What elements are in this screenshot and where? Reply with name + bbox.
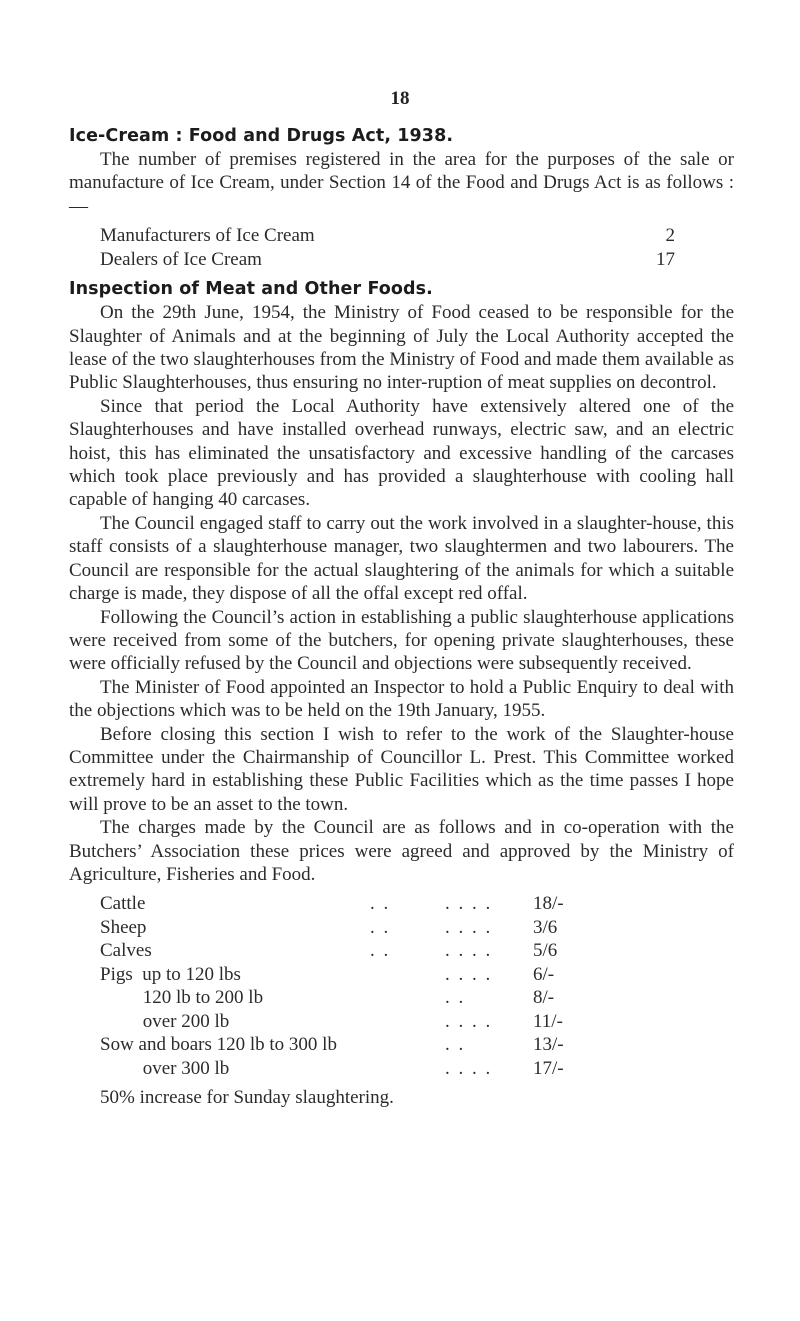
charge-label: Sow and boars 120 lb to 300 lb — [100, 1034, 337, 1056]
list-item-label: Manufacturers of Ice Cream — [100, 225, 315, 247]
charge-label: Pigs up to 120 lbs — [100, 963, 241, 985]
charge-value: 18/- — [533, 893, 564, 915]
paragraph: The Council engaged staff to carry out the work involved in a slaughter-house, this staff consists of a slaughterhouse manager, two slaughtermen and two labourers. The Council are responsible for the actual slaughtering of the animals for which a suitable charge is made, they dispose of all the offal except red offal. — [69, 512, 734, 605]
charge-value: 8/- — [533, 987, 555, 1009]
ice-cream-paragraph: The number of premises registered in the area for the purposes of the sale or manufacture of Ice Cream, under Section 14 of the Food and Drugs Act is as follows :— — [69, 149, 734, 217]
charge-row — [100, 1033, 734, 1057]
leader-dots: . . . . — [445, 1010, 493, 1032]
list-item — [100, 248, 734, 272]
leader-dots — [370, 963, 445, 987]
paragraph: The Minister of Food appointed an Inspector to hold a Public Enquiry to deal with the objections which was to be held on the 19th January, 1955. — [69, 676, 734, 722]
page-number: 18 — [390, 88, 410, 109]
paragraph: Since that period the Local Authority have extensively altered one of the Slaughterhouses and have installed overhead runways, electric saw, and an electric hoist, this has eliminated the unsatisfactory and excessive handling of the carcases which took place previously and has provided a slaughterhouse with cooling hall capable of hanging 40 carcases. — [69, 395, 734, 511]
leader-dots: . . — [370, 893, 391, 915]
leader-dots: . . — [370, 916, 391, 938]
page-content — [69, 124, 734, 1110]
paragraph: The charges made by the Council are as follows and in co-operation with the Butchers’ Association these prices were agreed and approved by the Ministry of Agriculture, Fisheries and Food. — [69, 817, 734, 885]
leader-dots: . . . . — [445, 940, 493, 962]
charge-row — [100, 892, 734, 916]
leader-dots: . . — [445, 987, 466, 1009]
paragraph: Following the Council’s action in establishing a public slaughterhouse applications were received from some of the butchers, for opening private slaughterhouses, these were officially refused by the Council and objections were subsequently received. — [69, 606, 734, 675]
charge-value: 5/6 — [533, 940, 558, 962]
charge-row — [100, 916, 734, 940]
paragraph: Before closing this section I wish to refer to the work of the Slaughter-house Committee under the Chairmanship of Councillor L. Prest. This Committee worked extremely hard in establishing these Public Facilities which as the time passes I hope will prove to be an asset to the town. — [69, 723, 734, 815]
ice-cream-premises-list — [100, 224, 734, 271]
slaughter-charges-list — [100, 892, 734, 1080]
leader-dots — [370, 1010, 445, 1034]
leader-dots: . . . . — [445, 963, 493, 985]
leader-dots: . . . . — [445, 916, 493, 938]
charge-label: Calves — [100, 940, 152, 962]
charge-row — [100, 939, 734, 963]
meat-inspection-heading: Inspection of Meat and Other Foods. — [69, 279, 433, 300]
leader-dots: . . . . — [445, 1057, 493, 1079]
leader-dots: . . — [370, 940, 391, 962]
leader-dots — [370, 1033, 445, 1057]
charge-row — [100, 1010, 734, 1034]
charge-row — [100, 1057, 734, 1081]
paragraph: On the 29th June, 1954, the Ministry of Food ceased to be responsible for the Slaughter of Animals and at the beginning of July the Local Authority accepted the lease of the two slaughterhouses from the Ministry of Food and made them available as Public Slaughterhouses, thus ensuring no inter-ruption of meat supplies on decontrol. — [69, 302, 734, 394]
charge-label: over 300 lb — [100, 1057, 230, 1079]
charge-value: 17/- — [533, 1057, 564, 1079]
charge-row — [100, 963, 734, 987]
charge-row — [100, 986, 734, 1010]
list-item-label: Dealers of Ice Cream — [100, 248, 262, 270]
charge-label: over 200 lb — [100, 1010, 230, 1032]
sunday-surcharge-note: 50% increase for Sunday slaughtering. — [100, 1087, 394, 1109]
charge-label: Cattle — [100, 893, 146, 915]
list-item-value: 17 — [656, 248, 675, 270]
meat-inspection-section — [69, 277, 734, 1110]
list-item — [100, 224, 734, 248]
charge-label: 120 lb to 200 lb — [100, 987, 264, 1009]
charge-value: 3/6 — [533, 916, 558, 938]
charge-value: 6/- — [533, 963, 555, 985]
leader-dots: . . — [445, 1034, 466, 1056]
charge-value: 11/- — [533, 1010, 563, 1032]
ice-cream-heading: Ice-Cream : Food and Drugs Act, 1938. — [69, 126, 454, 146]
list-item-value: 2 — [665, 225, 675, 247]
charge-label: Sheep — [100, 916, 147, 938]
leader-dots — [370, 986, 445, 1010]
leader-dots — [370, 1057, 445, 1081]
leader-dots: . . . . — [445, 893, 493, 915]
charge-value: 13/- — [533, 1034, 564, 1056]
ice-cream-section — [69, 124, 734, 271]
